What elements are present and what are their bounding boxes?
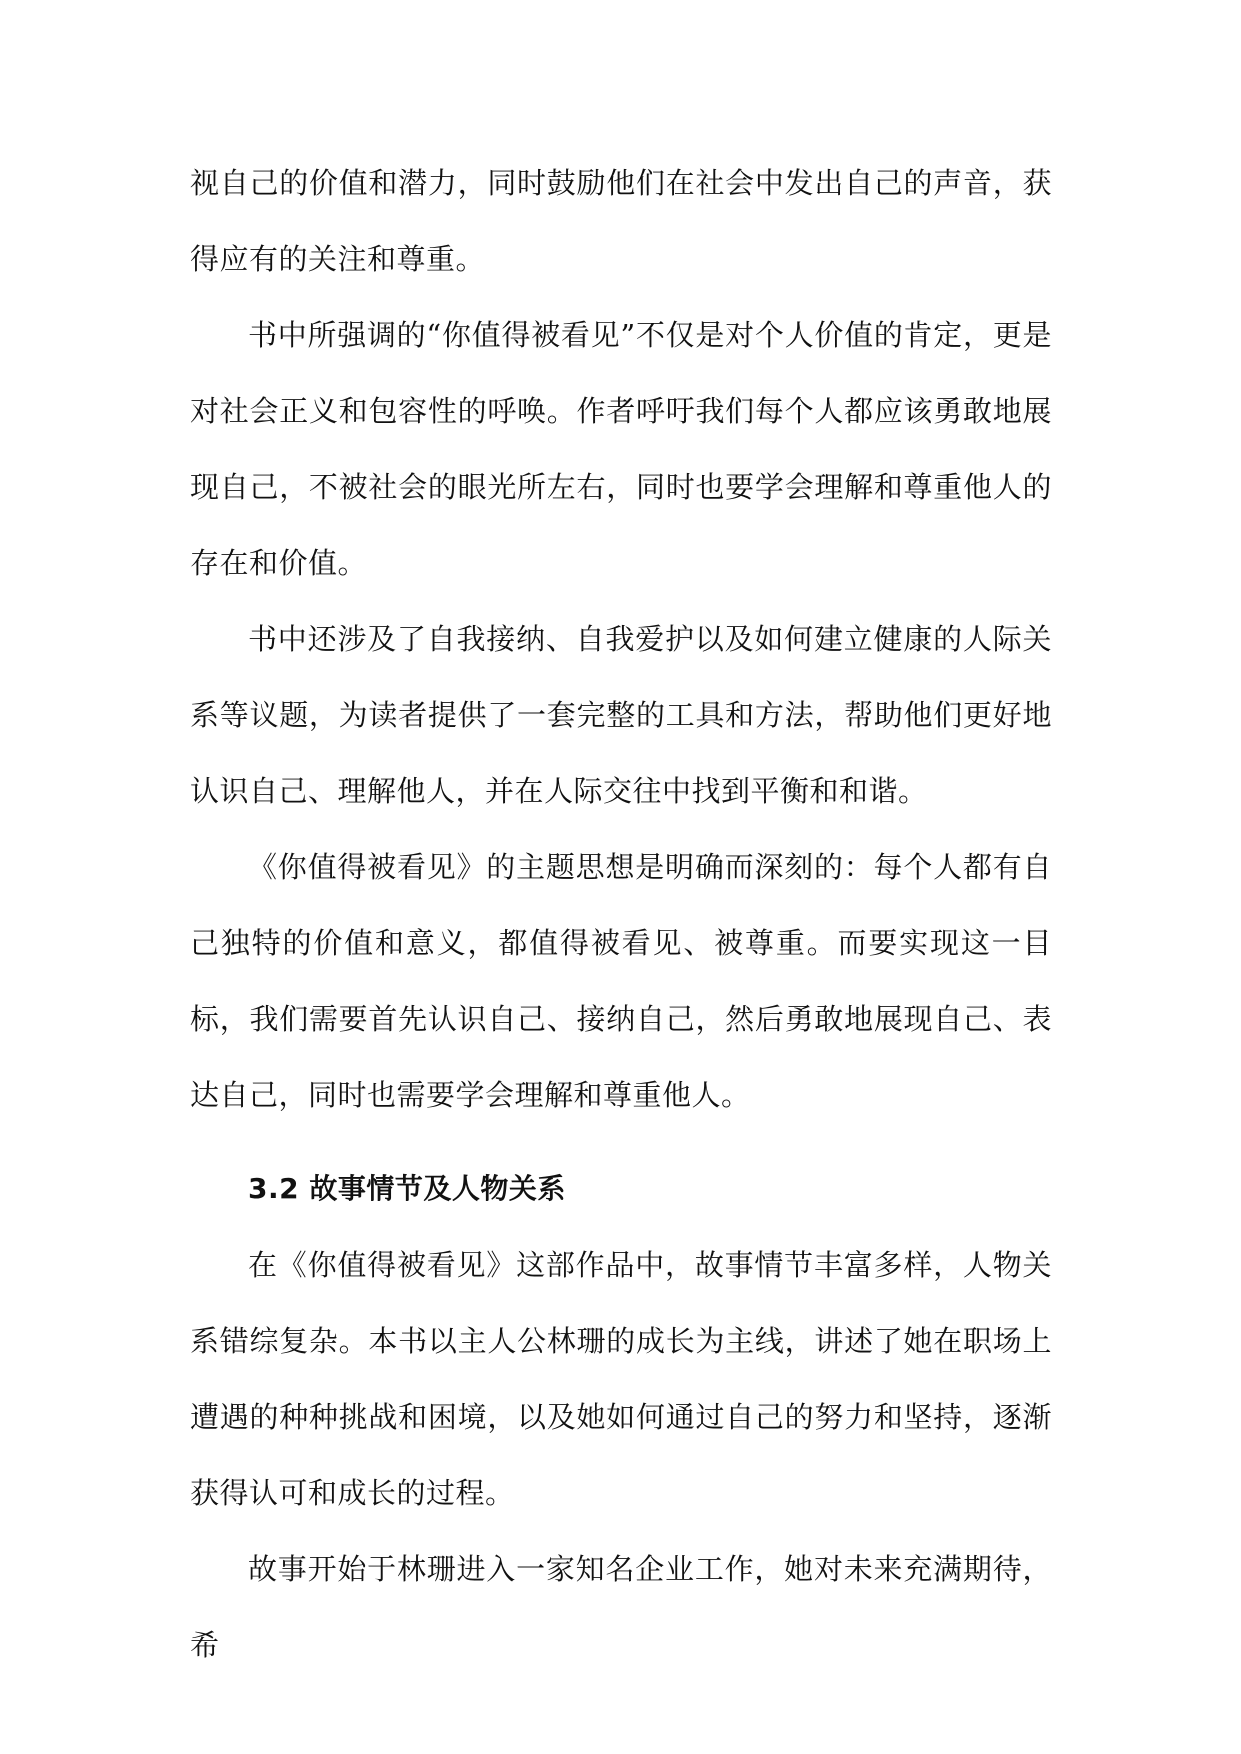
paragraph-continuation: 视自己的价值和潜力，同时鼓励他们在社会中发出自己的声音，获得应有的关注和尊重。	[190, 166, 1052, 276]
paragraph-theme: 《你值得被看见》的主题思想是明确而深刻的：每个人都有自己独特的价值和意义，都值得被看见、被尊重。而要实现这一目标，我们需要首先认识自己、接纳自己，然后勇敢地展现自己、表达自己，同时也需要学会理解和尊重他人。	[190, 850, 1052, 1112]
paragraph-seen-value: 书中所强调的“你值得被看见”不仅是对个人价值的肯定，更是对社会正义和包容性的呼唤。作者呼吁我们每个人都应该勇敢地展现自己，不被社会的眼光所左右，同时也要学会理解和尊重他人的存在和价值。	[190, 318, 1052, 580]
section-heading: 3.2 故事情节及人物关系	[248, 1172, 566, 1205]
paragraph-self-acceptance: 书中还涉及了自我接纳、自我爱护以及如何建立健康的人际关系等议题，为读者提供了一套完整的工具和方法，帮助他们更好地认识自己、理解他人，并在人际交往中找到平衡和和谐。	[190, 622, 1052, 808]
paragraph-plot-overview: 在《你值得被看见》这部作品中，故事情节丰富多样，人物关系错综复杂。本书以主人公林珊的成长为主线，讲述了她在职场上遭遇的种种挑战和困境，以及她如何通过自己的努力和坚持，逐渐获得认可和成长的过程。	[190, 1248, 1052, 1510]
document-body	[190, 145, 1052, 1683]
paragraph-story-begins: 故事开始于林珊进入一家知名企业工作，她对未来充满期待，希	[190, 1552, 1052, 1662]
